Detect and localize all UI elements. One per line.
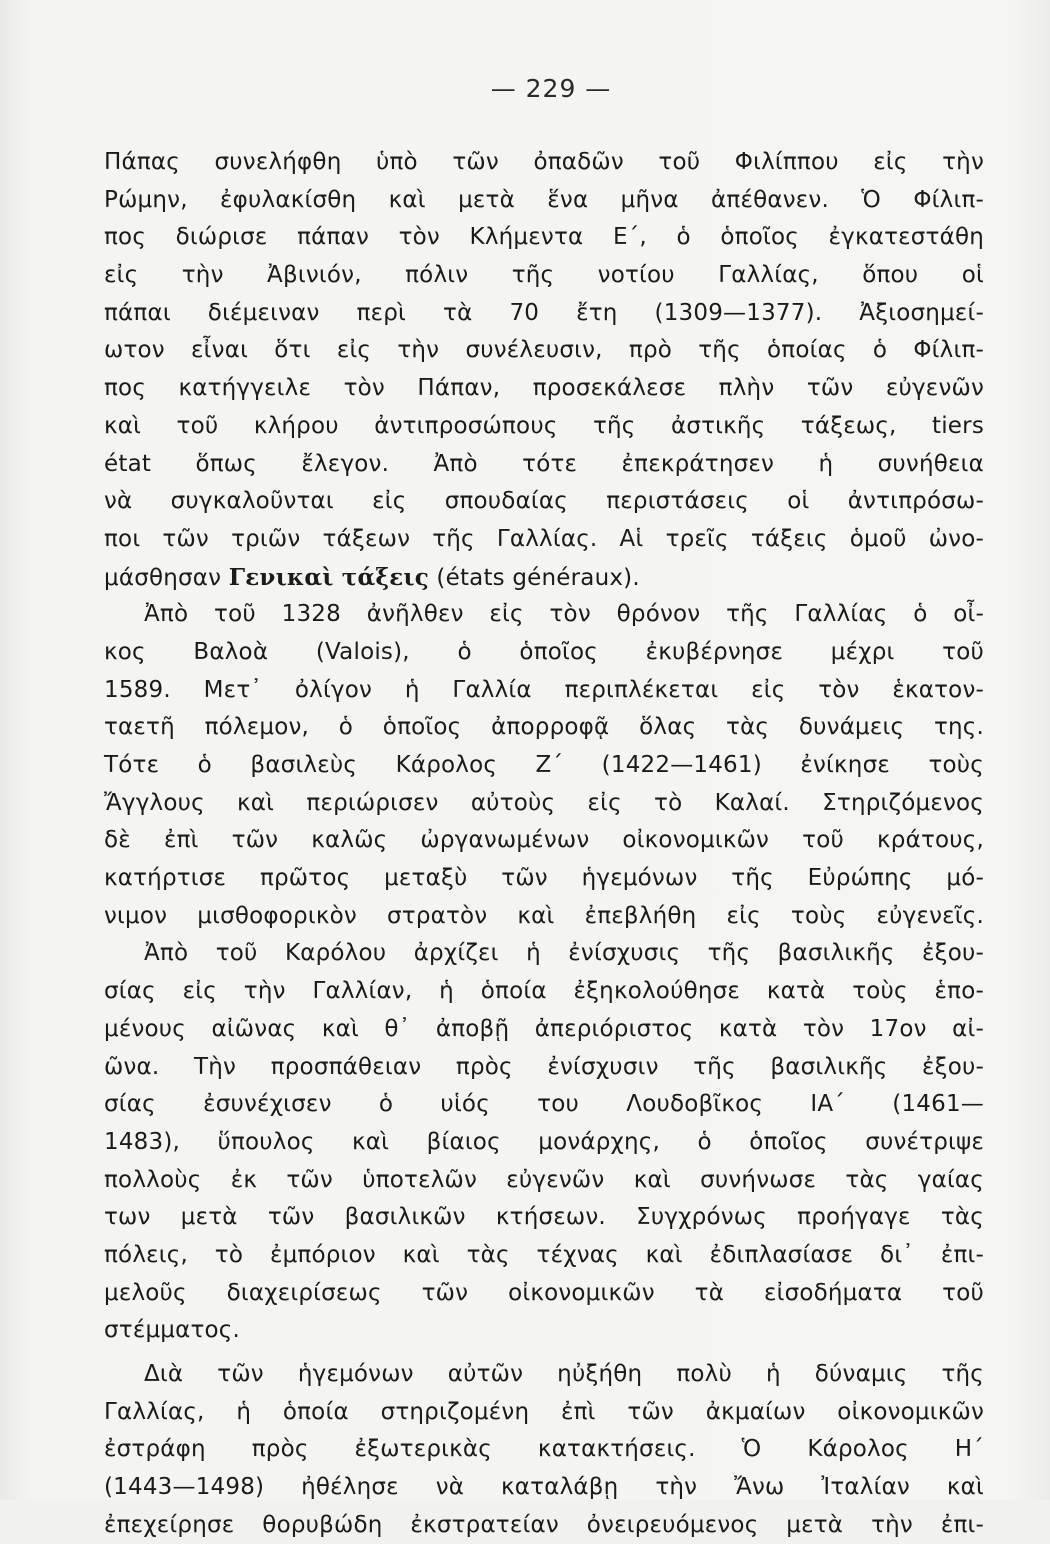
text-line: état ὅπως ἔλεγον. Ἀπὸ τότε ἐπεκράτησεν ἡ συνήθεια [104,450,984,477]
text-fragment: μάσθησαν [104,564,229,591]
text-line: μένους αἰῶνας καὶ θ᾽ ἀποβῇ ἀπεριόριστος κατὰ τὸν 17ον αἰ- [104,1015,984,1042]
text-line: πόλεις, τὸ ἐμπόριον καὶ τὰς τέχνας καὶ ἐδιπλασίασε δι᾽ ἐπι- [104,1241,984,1268]
text-line-with-bold-term [104,559,984,597]
text-line: δὲ ἐπὶ τῶν καλῶς ὠργανωμένων οἰκονομικῶν τοῦ κράτους, [104,827,984,854]
text-line: πος κατήγγειλε τὸν Πάπαν, προσεκάλεσε πλὴν τῶν εὐγενῶν [104,375,984,402]
text-line: μελοῦς διαχειρίσεως τῶν οἰκονομικῶν τὰ εἰσοδήματα τοῦ [104,1279,984,1306]
text-line: ἐπεχείρησε θορυβώδη ἐκστρατείαν ὀνειρευόμενος μετὰ τὴν ἐπι- [104,1511,984,1538]
text-line: Γαλλίας, ἡ ὁποία στηριζομένη ἐπὶ τῶν ἀκμαίων οἰκονομικῶν [104,1398,984,1425]
bold-term: Γενικαὶ τάξεις [228,563,429,591]
text-line: Διὰ τῶν ἡγεμόνων αὐτῶν ηὐξήθη πολὺ ἡ δύναμις τῆς [144,1361,984,1387]
page-number [0,74,1050,103]
paragraph-3 [104,935,984,1350]
text-line: των μετὰ τῶν βασιλικῶν κτήσεων. Συγχρόνως προήγαγε τὰς [104,1204,984,1231]
text-line: κος Βαλοὰ (Valois), ὁ ὁποῖος ἐκυβέρνησε μέχρι τοῦ [104,638,984,665]
text-line: πάπαι διέμειναν περὶ τὰ 70 ἔτη (1309—1377). Ἀξιοσημεί- [104,299,984,326]
text-line: ποι τῶν τριῶν τάξεων τῆς Γαλλίας. Αἱ τρεῖς τάξεις ὁμοῦ ὠνο- [104,525,984,552]
text-line: σίας εἰς τὴν Γαλλίαν, ἡ ὁποία ἐξηκολούθησε κατὰ τοὺς ἑπο- [104,978,984,1005]
text-line: Τότε ὁ βασιλεὺς Κάρολος Ζ΄ (1422—1461) ἐνίκησε τοὺς [104,752,984,778]
page-number-text: — 229 — [490,74,612,103]
text-fragment: (états généraux). [428,564,640,591]
text-line: Ἀπὸ τοῦ Καρόλου ἀρχίζει ἡ ἐνίσχυσις τῆς βασιλικῆς ἐξου- [144,940,984,967]
text-line: πος διώρισε πάπαν τὸν Κλήμεντα Ε΄, ὁ ὁποῖος ἐγκατεστάθη [104,224,984,251]
text-line: κατήρτισε πρῶτος μεταξὺ τῶν ἡγεμόνων τῆς Εὐρώπης μό- [104,865,984,892]
text-line: Ἄγγλους καὶ περιώρισεν αὐτοὺς εἰς τὸ Καλαί. Στηριζόμενος [104,789,984,816]
text-line: στέμματος. [104,1317,241,1344]
text-line: Ἀπὸ τοῦ 1328 ἀνῆλθεν εἰς τὸν θρόνον τῆς Γαλλίας ὁ οἶ- [144,601,984,628]
paragraph-2 [104,596,984,935]
page-body [104,144,984,1544]
text-line: (1443—1498) ἠθέλησε νὰ καταλάβῃ τὴν Ἄνω Ἰταλίαν καὶ [104,1474,984,1501]
text-line: καὶ τοῦ κλήρου ἀντιπροσώπους τῆς ἀστικῆς τάξεως, tiers [104,412,984,439]
text-line: νιμον μισθοφορικὸν στρατὸν καὶ ἐπεβλήθη εἰς τοὺς εὐγενεῖς. [104,902,984,929]
text-line: νὰ συγκαλοῦνται εἰς σπουδαίας περιστάσεις οἱ ἀντιπρόσω- [104,488,984,515]
text-line: πολλοὺς ἐκ τῶν ὑποτελῶν εὐγενῶν καὶ συνήνωσε τὰς γαίας [104,1166,984,1193]
paragraph-1 [104,144,984,596]
text-line: 1589. Μετ᾽ ὀλίγον ἡ Γαλλία περιπλέκεται εἰς τὸν ἑκατον- [104,676,984,703]
text-line: ταετῆ πόλεμον, ὁ ὁποῖος ἀπορροφᾷ ὅλας τὰς δυνάμεις της. [104,714,984,741]
text-line: ἐστράφη πρὸς ἐξωτερικὰς κατακτήσεις. Ὁ Κάρολος Η΄ [104,1436,984,1463]
text-line: Ρώμην, ἐφυλακίσθη καὶ μετὰ ἕνα μῆνα ἀπέθανεν. Ὁ Φίλιπ- [104,186,984,213]
text-line: Πάπας συνελήφθη ὑπὸ τῶν ὀπαδῶν τοῦ Φιλίππου εἰς τὴν [104,149,984,175]
paragraph-4 [104,1356,984,1544]
text-line: ῶνα. Τὴν προσπάθειαν πρὸς ἐνίσχυσιν τῆς βασιλικῆς ἐξου- [104,1053,984,1080]
text-line: 1483), ὕπουλος καὶ βίαιος μονάρχης, ὁ ὁποῖος συνέτριψε [104,1128,984,1155]
text-line: σίας ἐσυνέχισεν ὁ υἱός του Λουδοβῖκος ΙΑ΄ (1461— [104,1091,984,1118]
text-line: ωτον εἶναι ὅτι εἰς τὴν συνέλευσιν, πρὸ τῆς ὁποίας ὁ Φίλιπ- [104,337,984,364]
text-line: εἰς τὴν Ἀβινιόν, πόλιν τῆς νοτίου Γαλλίας, ὅπου οἱ [104,262,984,289]
